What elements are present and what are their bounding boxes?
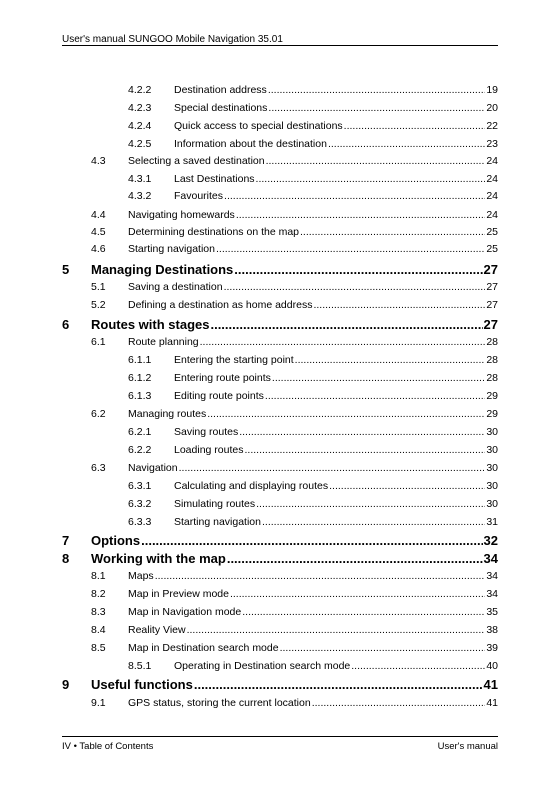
toc-entry-number: 8	[62, 551, 70, 566]
toc-entry-title: Map in Navigation mode	[128, 606, 242, 618]
toc-entry-title: Destination address	[174, 84, 267, 96]
toc-entry-title: Managing routes	[128, 408, 207, 420]
toc-entry-title: Saving routes	[174, 426, 239, 438]
toc-entry-page: 23	[486, 138, 498, 150]
toc-entry-page: 38	[486, 624, 498, 636]
toc-entry-number: 9.1	[91, 697, 106, 709]
dot-leader	[200, 336, 486, 348]
toc-entry-page: 40	[486, 660, 498, 672]
toc-entry-page: 32	[483, 533, 498, 548]
toc-entry-page: 30	[486, 498, 498, 510]
toc-entry-title: Calculating and displaying routes	[174, 480, 329, 492]
toc-entry-title: Defining a destination as home address	[128, 299, 313, 311]
dot-leader	[266, 155, 486, 167]
dot-leader	[194, 677, 483, 692]
toc-entry-number: 6.3.1	[128, 480, 152, 492]
toc-entry-title: Map in Preview mode	[128, 588, 229, 600]
toc-entry-page: 39	[486, 642, 498, 654]
toc-entry-number: 4.4	[91, 209, 106, 221]
dot-leader	[242, 606, 485, 618]
toc-entry-number: 6.3.3	[128, 516, 152, 528]
toc-entry-number: 8.5	[91, 642, 106, 654]
dot-leader	[351, 660, 485, 672]
toc-entry-page: 34	[483, 551, 498, 566]
toc-entry-page: 41	[483, 677, 498, 692]
dot-leader	[210, 317, 482, 332]
toc-entry-page: 22	[486, 120, 498, 132]
toc-entry-page: 24	[486, 155, 498, 167]
toc-entry-page: 27	[486, 281, 498, 293]
dot-leader	[262, 516, 485, 528]
toc-entry-title: Route planning	[128, 336, 199, 348]
toc-entry-number: 7	[62, 533, 70, 548]
toc-entry-page: 25	[486, 226, 498, 238]
dot-leader	[244, 444, 485, 456]
toc-entry-number: 8.1	[91, 570, 106, 582]
toc-entry-title: Editing route points	[174, 390, 264, 402]
dot-leader	[224, 281, 486, 293]
dot-leader	[313, 299, 485, 311]
footer-left: IV • Table of Contents	[62, 741, 154, 752]
dot-leader	[236, 209, 486, 221]
dot-leader	[141, 533, 482, 548]
dot-leader	[268, 84, 486, 96]
toc-entry-title: Maps	[128, 570, 154, 582]
toc-entry-page: 34	[486, 588, 498, 600]
toc-entry-page: 19	[486, 84, 498, 96]
toc-entry-page: 27	[483, 317, 498, 332]
toc-entry-number: 4.2.3	[128, 102, 152, 114]
toc-entry-number: 8.3	[91, 606, 106, 618]
toc-entry-number: 4.2.4	[128, 120, 152, 132]
footer-right: User's manual	[437, 741, 498, 752]
toc-entry-number: 8.5.1	[128, 660, 152, 672]
dot-leader	[155, 570, 486, 582]
toc-entry-number: 6.1.2	[128, 372, 152, 384]
toc-entry-number: 6.3	[91, 462, 106, 474]
toc-entry-title: Starting navigation	[174, 516, 261, 528]
dot-leader	[272, 372, 485, 384]
toc-entry-number: 5	[62, 262, 70, 277]
toc-entry-title: Saving a destination	[128, 281, 223, 293]
dot-leader	[256, 173, 486, 185]
toc-entry-title: Loading routes	[174, 444, 244, 456]
dot-leader	[256, 498, 485, 510]
toc-entry-number: 5.2	[91, 299, 106, 311]
toc-entry-page: 27	[483, 262, 498, 277]
toc-entry-page: 24	[486, 209, 498, 221]
toc-entry-title: Quick access to special destinations	[174, 120, 343, 132]
toc-entry-page: 41	[486, 697, 498, 709]
toc-entry-page: 29	[486, 408, 498, 420]
toc-entry-page: 20	[486, 102, 498, 114]
dot-leader	[227, 551, 483, 566]
toc-entry-title: Information about the destination	[174, 138, 327, 150]
dot-leader	[207, 408, 485, 420]
toc-entry-title: Special destinations	[174, 102, 268, 114]
toc-entry-title: Simulating routes	[174, 498, 256, 510]
footer-rule	[62, 736, 498, 737]
toc-entry-page: 28	[486, 372, 498, 384]
dot-leader	[280, 642, 486, 654]
toc-entry-number: 9	[62, 677, 70, 692]
toc-entry-title: Selecting a saved destination	[128, 155, 265, 167]
toc-entry-title: Entering the starting point	[174, 354, 294, 366]
toc-entry-page: 34	[486, 570, 498, 582]
toc-entry-title: Favourites	[174, 190, 224, 202]
toc-entry-number: 5.1	[91, 281, 106, 293]
toc-entry-title: Working with the map	[91, 551, 226, 566]
toc-entry-page: 24	[486, 190, 498, 202]
toc-entry-page: 24	[486, 173, 498, 185]
toc-entry-number: 4.2.5	[128, 138, 152, 150]
dot-leader	[295, 354, 486, 366]
toc-entry-title: Useful functions	[91, 677, 193, 692]
toc-entry-title: Operating in Destination search mode	[174, 660, 351, 672]
toc-entry-title: Navigating homewards	[128, 209, 235, 221]
dot-leader	[216, 243, 485, 255]
toc-entry-page: 25	[486, 243, 498, 255]
toc-entry-page: 35	[486, 606, 498, 618]
toc-entry-page: 28	[486, 354, 498, 366]
toc-entry-number: 6.3.2	[128, 498, 152, 510]
dot-leader	[234, 262, 482, 277]
toc-entry-page: 30	[486, 462, 498, 474]
toc-entry-number: 4.5	[91, 226, 106, 238]
toc-entry-number: 6.2.1	[128, 426, 152, 438]
dot-leader	[265, 390, 485, 402]
toc-entry-number: 6.2.2	[128, 444, 152, 456]
toc-entry-number: 6	[62, 317, 70, 332]
toc-entry-page: 27	[486, 299, 498, 311]
dot-leader	[300, 226, 485, 238]
toc-entry-number: 8.4	[91, 624, 106, 636]
toc-entry-title: Determining destinations on the map	[128, 226, 300, 238]
toc-entry-title: Navigation	[128, 462, 178, 474]
toc-entry-title: Reality View	[128, 624, 186, 636]
toc-entry-title: Options	[91, 533, 141, 548]
toc-entry-page: 31	[486, 516, 498, 528]
dot-leader	[344, 120, 486, 132]
toc-entry-page: 29	[486, 390, 498, 402]
dot-leader	[239, 426, 485, 438]
toc-entry-page: 30	[486, 444, 498, 456]
toc-entry-page: 30	[486, 480, 498, 492]
toc-entry-number: 4.6	[91, 243, 106, 255]
dot-leader	[179, 462, 486, 474]
dot-leader	[224, 190, 485, 202]
toc-entry-number: 4.2.2	[128, 84, 152, 96]
dot-leader	[329, 480, 485, 492]
toc-entry-title: Last Destinations	[174, 173, 255, 185]
toc-entry-number: 4.3.2	[128, 190, 152, 202]
toc-entry-title: Routes with stages	[91, 317, 210, 332]
toc-entry-title: Managing Destinations	[91, 262, 234, 277]
dot-leader	[268, 102, 485, 114]
toc-entry-title: Entering route points	[174, 372, 271, 384]
dot-leader	[230, 588, 485, 600]
toc-entry-title: Starting navigation	[128, 243, 215, 255]
toc-entry-number: 6.1.1	[128, 354, 152, 366]
toc-entry-number: 6.1	[91, 336, 106, 348]
toc-entry-number: 4.3.1	[128, 173, 152, 185]
dot-leader	[187, 624, 486, 636]
toc-entry-title: GPS status, storing the current location	[128, 697, 311, 709]
page-header: User's manual SUNGOO Mobile Navigation 35.01	[62, 34, 283, 45]
toc-entry-number: 8.2	[91, 588, 106, 600]
toc-entry-number: 6.2	[91, 408, 106, 420]
dot-leader	[312, 697, 486, 709]
toc-entry-page: 30	[486, 426, 498, 438]
dot-leader	[328, 138, 485, 150]
toc-entry-number: 4.3	[91, 155, 106, 167]
toc-entry-page: 28	[486, 336, 498, 348]
toc-entry-number: 6.1.3	[128, 390, 152, 402]
toc-entry-title: Map in Destination search mode	[128, 642, 279, 654]
